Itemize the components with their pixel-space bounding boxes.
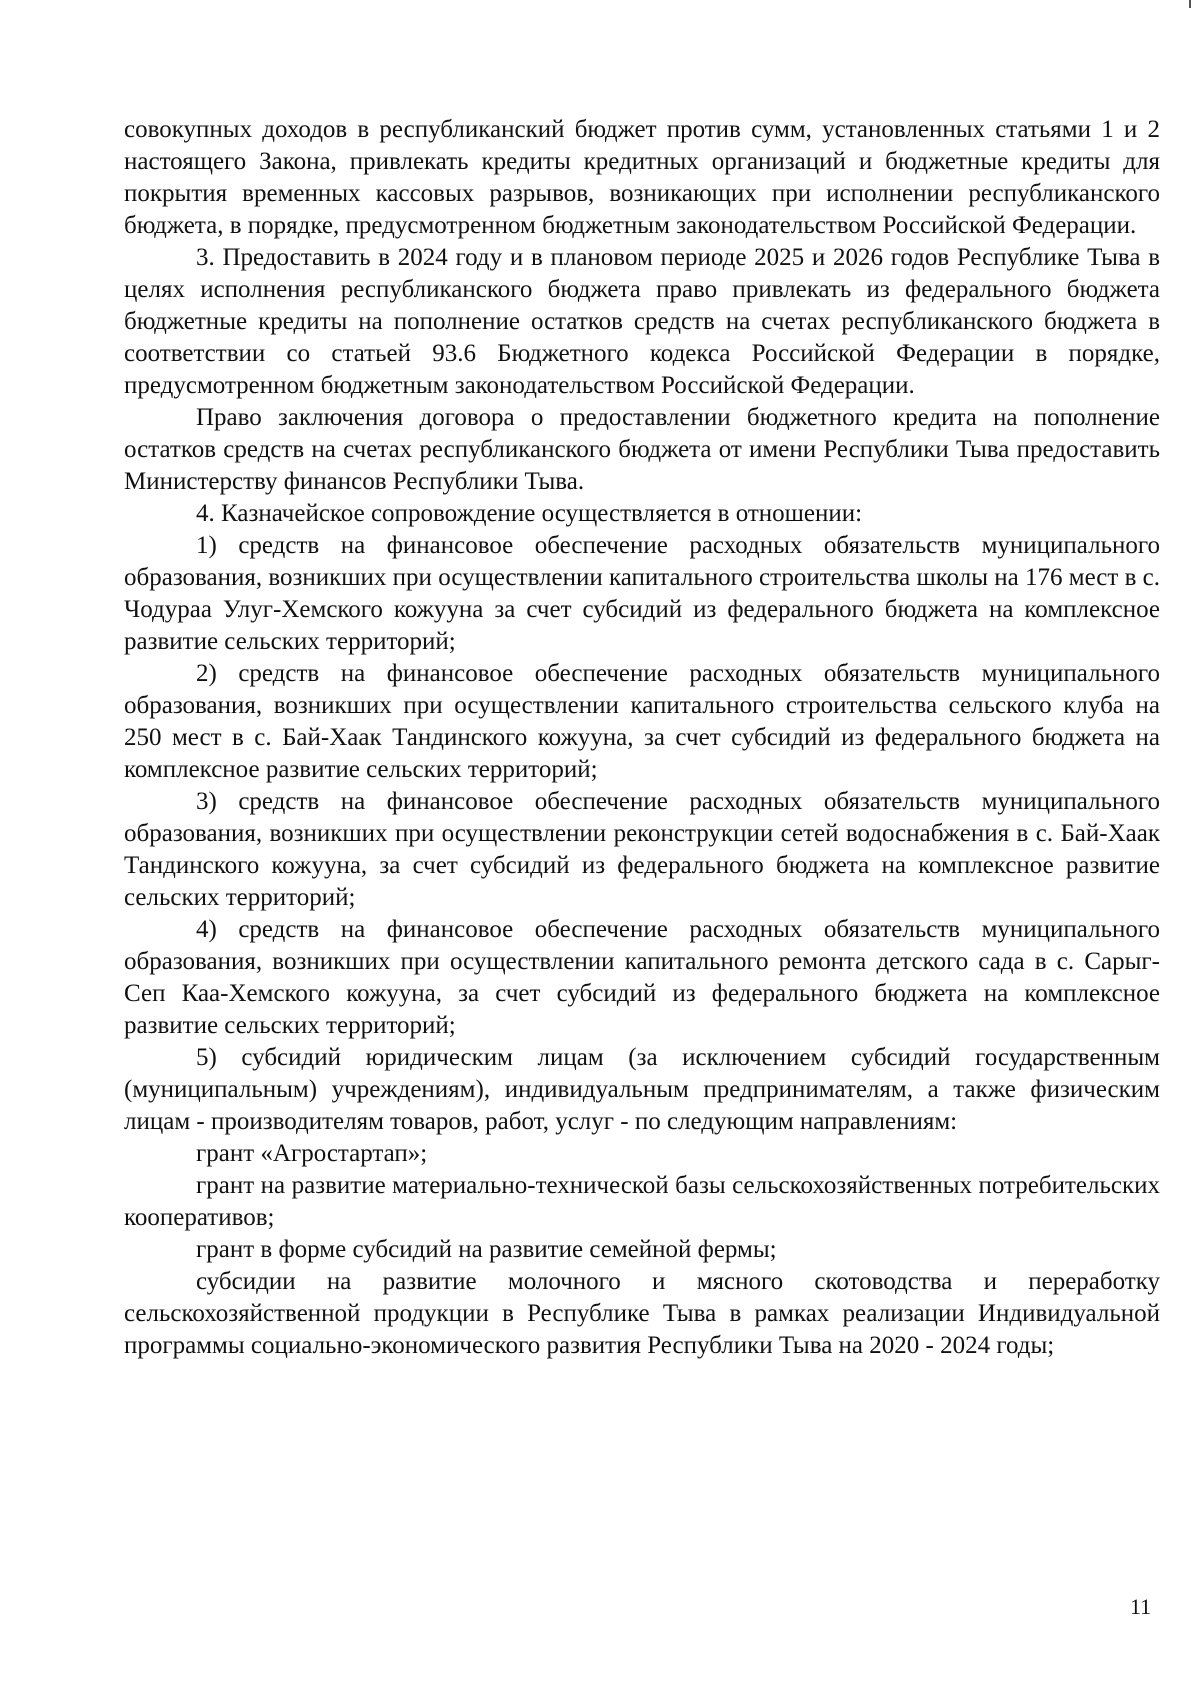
- list-item-1: 1) средств на финансовое обеспечение расходных обязательств муниципального образования, возникших при осуществлении капитального строительства школы на 176 мест в с. Чодураа Улуг-Хемского кожууна за счет субсидий из федерального бюджета на комплексное развитие сельских территорий;: [124, 532, 1160, 655]
- page-number: 11: [1130, 1594, 1152, 1619]
- list-item-4: 4) средств на финансовое обеспечение расходных обязательств муниципального образования, возникших при осуществлении капитального ремонта детского сада в с. Сарыг-Сеп Каа-Хемского кожууна, за счет субсидий из федерального бюджета на комплексное развитие сельских территорий;: [124, 916, 1160, 1039]
- list-item-2: 2) средств на финансовое обеспечение расходных обязательств муниципального образования, возникших при осуществлении капитального строительства сельского клуба на 250 мест в с. Бай-Хаак Тандинского кожууна, за счет субсидий из федерального бюджета на комплексное развитие сельских территорий;: [124, 660, 1160, 783]
- paragraph-contract-right: Право заключения договора о предоставлении бюджетного кредита на пополнение остатков средств на счетах республиканского бюджета от имени Республики Тыва предоставить Министерству финансов Республики Тыва.: [124, 404, 1160, 495]
- grant-cooperatives: грант на развитие материально-технической базы сельскохозяйственных потребительских кооперативов;: [124, 1172, 1160, 1231]
- paragraph-item-3: 3. Предоставить в 2024 году и в плановом периоде 2025 и 2026 годов Республике Тыва в целях исполнения республиканского бюджета право привлекать из федерального бюджета бюджетные кредиты на пополнение остатков средств на счетах республиканского бюджета в соответствии со статьей 93.6 Бюджетного кодекса Российской Федерации в порядке, предусмотренном бюджетным законодательством Российской Федерации.: [124, 244, 1160, 399]
- subsidies-livestock: субсидии на развитие молочного и мясного скотоводства и переработку сельскохозяйственной продукции в Республике Тыва в рамках реализации Индивидуальной программы социально-экономического развития Республики Тыва на 2020 - 2024 годы;: [124, 1268, 1160, 1359]
- scan-corner-mark: [1189, 0, 1191, 8]
- paragraph-continuation: совокупных доходов в республиканский бюджет против сумм, установленных статьями 1 и 2 настоящего Закона, привлекать кредиты кредитных организаций и бюджетные кредиты для покрытия временных кассовых разрывов, возникающих при исполнении республиканского бюджета, в порядке, предусмотренном бюджетным законодательством Российской Федерации.: [124, 116, 1160, 239]
- grant-agrostartap: грант «Агростартап»;: [196, 1140, 428, 1167]
- list-item-3: 3) средств на финансовое обеспечение расходных обязательств муниципального образования, возникших при осуществлении реконструкции сетей водоснабжения в с. Бай-Хаак Тандинского кожууна, за счет субсидий из федерального бюджета на комплексное развитие сельских территорий;: [124, 788, 1160, 911]
- grant-family-farm: грант в форме субсидий на развитие семейной фермы;: [196, 1236, 777, 1263]
- paragraph-item-4: 4. Казначейское сопровождение осуществляется в отношении:: [196, 500, 863, 527]
- list-item-5: 5) субсидий юридическим лицам (за исключением субсидий государственным (муниципальным) учреждениям), индивидуальным предпринимателям, а также физическим лицам - производителям товаров, работ, услуг - по следующим направлениям:: [124, 1044, 1160, 1135]
- document-body: [124, 114, 1160, 1362]
